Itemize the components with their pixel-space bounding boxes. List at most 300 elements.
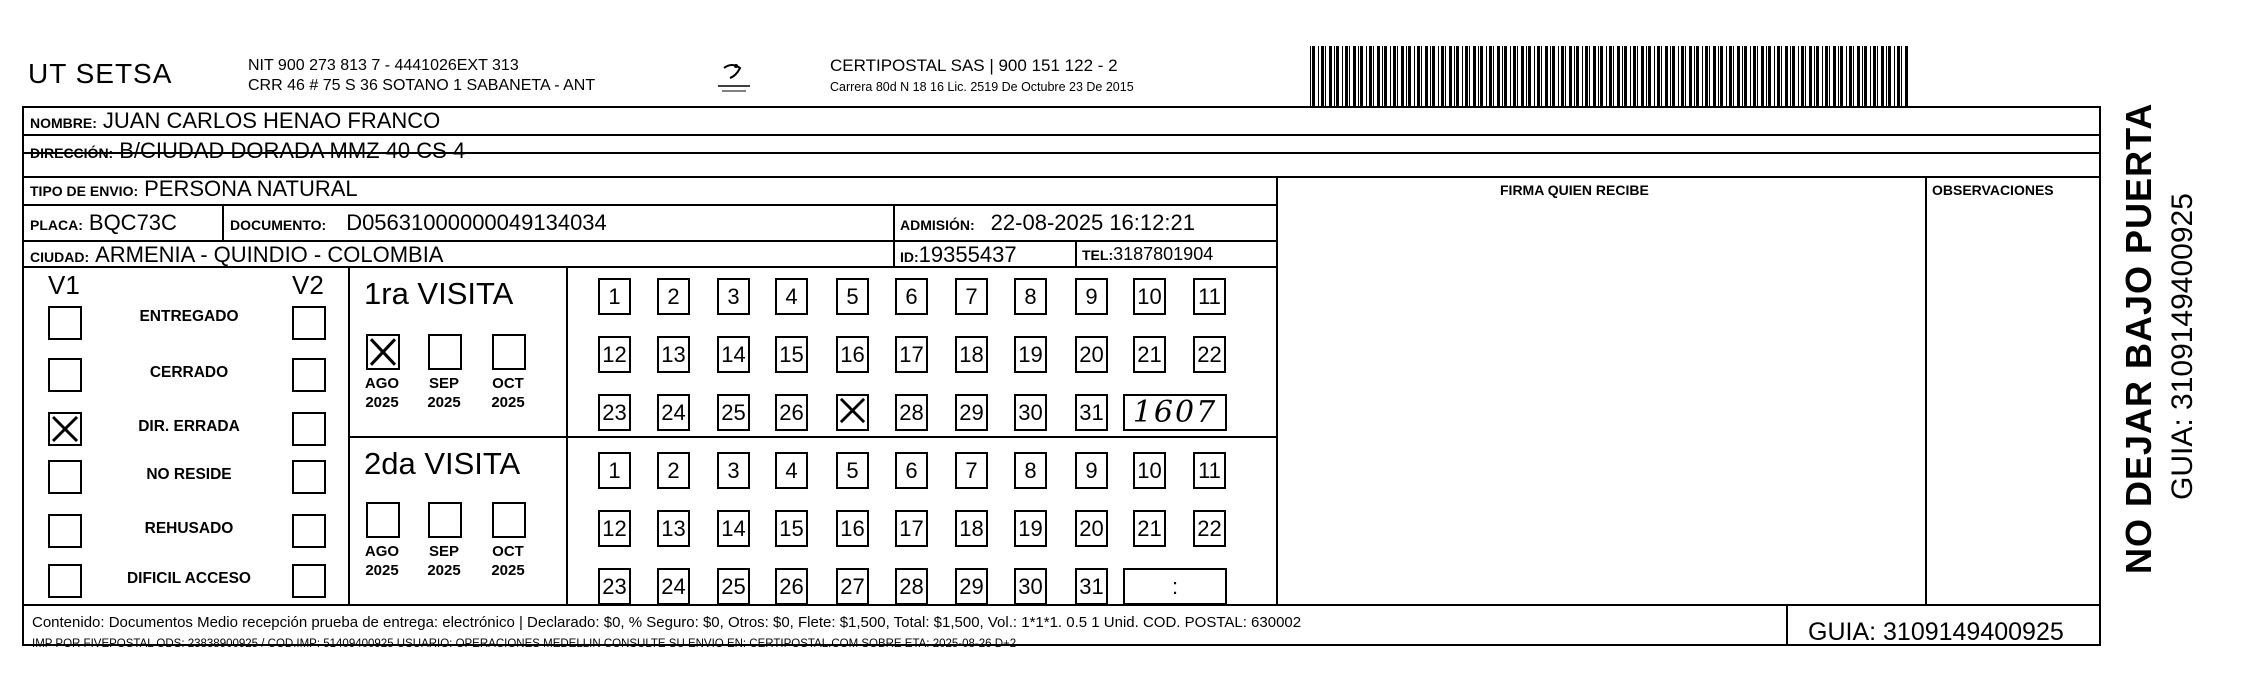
visit1-day-box[interactable]: 22 (1193, 336, 1226, 373)
barcode-bar (1737, 46, 1740, 106)
visit2-day-box[interactable]: 4 (775, 452, 808, 489)
observaciones-header: OBSERVACIONES (1932, 182, 2054, 198)
barcode-bar (1661, 46, 1662, 106)
barcode-bar (1321, 46, 1324, 106)
barcode-bar (1742, 46, 1743, 106)
id-value: 19355437 (918, 242, 1017, 267)
tel-cell: TEL:3187801904 (1082, 244, 1214, 264)
barcode-bar (1705, 46, 1708, 106)
barcode-bar (1421, 46, 1422, 106)
barcode-bar (1729, 46, 1732, 106)
barcode-bar (1441, 46, 1444, 106)
barcode-bar (1480, 46, 1483, 106)
v2-header: V2 (292, 270, 324, 300)
barcode-bar (1600, 46, 1603, 106)
visit2-day-box[interactable]: 29 (955, 568, 988, 605)
visit1-day-box[interactable]: 20 (1075, 336, 1108, 373)
ciudad-cell: CIUDAD: ARMENIA - QUINDIO - COLOMBIA (30, 242, 444, 267)
v2-checkbox[interactable] (292, 358, 326, 392)
barcode-bar (1502, 46, 1503, 106)
barcode-bar (1366, 46, 1367, 106)
barcode-bar (1545, 46, 1548, 106)
id-cell: ID:19355437 (900, 242, 1017, 267)
month-year: 2025 (365, 562, 399, 579)
barcode-bar (1432, 46, 1435, 106)
visit2-day-box[interactable]: 30 (1014, 568, 1047, 605)
barcode (1310, 46, 1915, 106)
visit1-day-box[interactable]: 24 (657, 394, 690, 431)
visit1-day-box[interactable]: 15 (775, 336, 808, 373)
barcode-bar (1825, 46, 1828, 106)
visit1-day-box[interactable]: 9 (1075, 278, 1108, 315)
barcode-bar (1353, 46, 1356, 106)
visit2-day-box[interactable]: 22 (1193, 510, 1226, 547)
barcode-bar (1582, 46, 1583, 106)
barcode-bar (1613, 46, 1614, 106)
barcode-bar (1473, 46, 1476, 106)
barcode-bar (1589, 46, 1590, 106)
visit1-day-box[interactable]: 21 (1133, 336, 1166, 373)
barcode-bar (1489, 46, 1492, 106)
barcode-bar (1694, 46, 1695, 106)
visit2-month-label (424, 542, 464, 580)
barcode-bar (1417, 46, 1420, 106)
barcode-bar (1753, 46, 1756, 106)
barcode-bar (1585, 46, 1588, 106)
v2-checkbox[interactable] (292, 412, 326, 446)
reason-label: DIR. ERRADA (138, 418, 240, 435)
guia-number: GUIA: 3109149400925 (1808, 618, 2064, 646)
barcode-bar (1849, 46, 1852, 106)
barcode-bar (1648, 46, 1651, 106)
visit1-month-checkbox[interactable] (366, 334, 400, 370)
visit2-day-box[interactable]: 21 (1133, 510, 1166, 547)
month-year: 2025 (427, 394, 461, 411)
visit1-day-box[interactable] (836, 394, 869, 431)
barcode-bar (1637, 46, 1638, 106)
visit1-day-box[interactable]: 17 (895, 336, 928, 373)
visit1-day-box[interactable]: 26 (775, 394, 808, 431)
visit2-day-box[interactable]: 28 (895, 568, 928, 605)
barcode-bar (1561, 46, 1564, 106)
reason-label: NO RESIDE (146, 466, 232, 483)
visit1-day-box[interactable]: 12 (598, 336, 631, 373)
barcode-bar (1624, 46, 1627, 106)
visit1-time-box[interactable]: 1607 (1123, 394, 1227, 431)
visit2-day-box[interactable]: 27 (836, 568, 869, 605)
barcode-bar (1853, 46, 1854, 106)
barcode-bar (1757, 46, 1758, 106)
visit2-day-box[interactable]: 17 (895, 510, 928, 547)
nit-line: NIT 900 273 813 7 - 4441026EXT 313 (248, 57, 519, 74)
barcode-bar (1689, 46, 1692, 106)
admision-cell: ADMISIÓN: 22-08-2025 16:12:21 (900, 210, 1195, 235)
barcode-bar (1493, 46, 1494, 106)
barcode-bar (1665, 46, 1668, 106)
visit1-day-box[interactable]: 30 (1014, 394, 1047, 431)
barcode-bar (1310, 46, 1311, 106)
row-divider (22, 134, 2101, 136)
barcode-bar (1565, 46, 1566, 106)
barcode-bar (1792, 46, 1795, 106)
barcode-bar (1574, 46, 1575, 106)
barcode-bar (1654, 46, 1655, 106)
barcode-bar (1617, 46, 1620, 106)
certipostal-logo-icon (706, 58, 762, 98)
admision-value: 22-08-2025 16:12:21 (990, 210, 1195, 235)
barcode-bar (1534, 46, 1535, 106)
barcode-bar (1768, 46, 1771, 106)
footer-divider (22, 604, 2101, 606)
barcode-bar (1709, 46, 1710, 106)
v2-checkbox[interactable] (292, 460, 326, 494)
barcode-bar (1318, 46, 1319, 106)
barcode-bar (1646, 46, 1647, 106)
month-name: AGO (364, 375, 400, 392)
visit1-day-box[interactable]: 7 (955, 278, 988, 315)
visit1-day-box[interactable]: 28 (895, 394, 928, 431)
barcode-bar (1801, 46, 1804, 106)
barcode-bar (1901, 46, 1902, 106)
barcode-bar (1401, 46, 1404, 106)
side-guia-number: GUIA: 3109149400925 (2166, 193, 2199, 500)
barcode-bar (1342, 46, 1343, 106)
reason-label: CERRADO (149, 364, 229, 381)
barcode-bar (1393, 46, 1396, 106)
company-name: UT SETSA (28, 58, 173, 89)
barcode-bar (1521, 46, 1524, 106)
barcode-bar (1469, 46, 1470, 106)
barcode-bar (1744, 46, 1747, 106)
visit1-month-checkbox[interactable] (428, 334, 462, 370)
reason-label: DIFICIL ACCESO (126, 570, 251, 587)
visit1-title: 1ra VISITA (364, 276, 514, 311)
barcode-bar (1840, 46, 1843, 106)
barcode-bar (1905, 46, 1908, 106)
v1-checkbox[interactable] (48, 564, 82, 598)
visit2-day-box[interactable]: 9 (1075, 452, 1108, 489)
barcode-bar (1334, 46, 1335, 106)
visit2-month-checkbox[interactable] (492, 502, 526, 538)
visit2-day-box[interactable]: 2 (657, 452, 690, 489)
placa-value: BQC73C (88, 210, 177, 235)
barcode-bar (1657, 46, 1660, 106)
month-name: SEP (428, 543, 459, 560)
barcode-bar (1798, 46, 1799, 106)
barcode-bar (1702, 46, 1703, 106)
barcode-bar (1641, 46, 1644, 106)
visit1-day-box[interactable]: 4 (775, 278, 808, 315)
barcode-bar (1846, 46, 1847, 106)
barcode-bar (1449, 46, 1452, 106)
barcode-bar (1678, 46, 1679, 106)
barcode-bar (1454, 46, 1455, 106)
barcode-bar (1630, 46, 1631, 106)
barcode-bar (1761, 46, 1764, 106)
barcode-bar (1325, 46, 1326, 106)
barcode-bar (1774, 46, 1775, 106)
visit2-day-box[interactable]: 18 (955, 510, 988, 547)
barcode-bar (1486, 46, 1487, 106)
v1-header: V1 (48, 270, 80, 300)
visit2-day-box[interactable]: 19 (1014, 510, 1047, 547)
company-info (248, 56, 595, 96)
barcode-bar (1785, 46, 1788, 106)
barcode-bar (1528, 46, 1531, 106)
print-line: IMP POR FIVEPOSTAL ODS: 23838900925 / COD.IMP: 51409400925 USUARIO: OPERACIONES MEDELLIN CONSULTE SU ENVIO EN: CERTIPOSTAL.COM SOBRE ETA: 2025-08-26 D+2 (32, 638, 1017, 650)
barcode-bar (1726, 46, 1727, 106)
visit1-day-box[interactable]: 11 (1193, 278, 1226, 315)
barcode-bar (1550, 46, 1551, 106)
visit2-day-box[interactable]: 13 (657, 510, 690, 547)
nombre-row: NOMBRE: JUAN CARLOS HENAO FRANCO (30, 108, 441, 133)
address-line: CRR 46 # 75 S 36 SOTANO 1 SABANETA - ANT (248, 77, 596, 94)
visit1-day-box[interactable]: 1 (598, 278, 631, 315)
barcode-bar (1369, 46, 1372, 106)
visit1-day-box[interactable]: 13 (657, 336, 690, 373)
v2-checkbox[interactable] (292, 564, 326, 598)
v1-checkbox[interactable] (48, 306, 82, 340)
firma-header: FIRMA QUIEN RECIBE (1500, 182, 1649, 198)
barcode-bar (1822, 46, 1823, 106)
content-line: Contenido: Documentos Medio recepción prueba de entrega: electrónico | Declarado: $0, % Seguro: $0, Otros: $0, Flete: $1,500, Total: $1,500, Vol.: 1*1*1. 0.5 1 Unid. COD. POSTAL: 630002 (32, 614, 1302, 631)
col-divider (893, 204, 895, 266)
visit2-day-box[interactable]: 10 (1133, 452, 1166, 489)
visit1-day-box[interactable]: 25 (717, 394, 750, 431)
month-name: OCT (492, 375, 524, 392)
barcode-bar (1438, 46, 1439, 106)
ciudad-value: ARMENIA - QUINDIO - COLOMBIA (95, 242, 444, 267)
month-name: OCT (492, 543, 524, 560)
month-year: 2025 (365, 394, 399, 411)
visit1-day-box[interactable]: 6 (895, 278, 928, 315)
tel-value: 3187801904 (1113, 244, 1214, 264)
barcode-bar (1609, 46, 1612, 106)
barcode-bar (1886, 46, 1887, 106)
barcode-bar (1598, 46, 1599, 106)
col-divider (222, 204, 224, 240)
barcode-bar (1881, 46, 1884, 106)
visit2-day-box[interactable]: 15 (775, 510, 808, 547)
barcode-bar (1857, 46, 1860, 106)
tipo-value: PERSONA NATURAL (144, 176, 358, 201)
visit2-time-box[interactable]: : (1123, 568, 1227, 605)
visit2-day-box[interactable]: 3 (717, 452, 750, 489)
visit2-day-box[interactable]: 31 (1075, 568, 1108, 605)
placa-cell: PLACA: BQC73C (30, 210, 177, 235)
barcode-bar (1873, 46, 1876, 106)
visit2-month-label (488, 542, 528, 580)
barcode-bar (1552, 46, 1555, 106)
barcode-bar (1606, 46, 1607, 106)
barcode-bar (1513, 46, 1516, 106)
barcode-bar (1862, 46, 1863, 106)
barcode-bar (1497, 46, 1500, 106)
visit2-day-box[interactable]: 26 (775, 568, 808, 605)
month-name: AGO (364, 543, 400, 560)
visit1-month-checkbox[interactable] (492, 334, 526, 370)
reason-label: ENTREGADO (139, 308, 239, 325)
barcode-bar (1345, 46, 1348, 106)
barcode-bar (1336, 46, 1339, 106)
visit1-day-box[interactable]: 2 (657, 278, 690, 315)
direccion-value: B/CIUDAD DORADA MMZ 40 CS 4 (119, 138, 466, 163)
col-divider (1925, 176, 1927, 604)
barcode-bar (1864, 46, 1867, 106)
barcode-bar (1816, 46, 1819, 106)
barcode-bar (1408, 46, 1411, 106)
month-year: 2025 (427, 562, 461, 579)
barcode-bar (1733, 46, 1734, 106)
barcode-bar (1576, 46, 1579, 106)
barcode-bar (1888, 46, 1891, 106)
barcode-bar (1541, 46, 1542, 106)
visit1-day-box[interactable]: 29 (955, 394, 988, 431)
visit1-day-box[interactable]: 3 (717, 278, 750, 315)
barcode-bar (1414, 46, 1415, 106)
col-divider (1075, 240, 1077, 266)
visit1-day-box[interactable]: 16 (836, 336, 869, 373)
visit1-day-box[interactable]: 8 (1014, 278, 1047, 315)
v1-checkbox[interactable] (48, 412, 82, 446)
barcode-bar (1406, 46, 1407, 106)
row-divider (22, 204, 1277, 206)
month-name: SEP (428, 375, 459, 392)
certipostal-line-2: Carrera 80d N 18 16 Lic. 2519 De Octubre 23 De 2015 (830, 80, 1134, 94)
visit2-day-box[interactable]: 14 (717, 510, 750, 547)
col-divider (566, 266, 568, 604)
v1-checkbox[interactable] (48, 514, 82, 548)
barcode-bar (1390, 46, 1391, 106)
barcode-bar (1456, 46, 1459, 106)
barcode-bar (1526, 46, 1527, 106)
visit2-month-checkbox[interactable] (366, 502, 400, 538)
barcode-bar (1537, 46, 1540, 106)
v1-checkbox[interactable] (48, 460, 82, 494)
visit1-day-box[interactable]: 23 (598, 394, 631, 431)
visit1-month-label (488, 374, 528, 412)
visit2-month-checkbox[interactable] (428, 502, 462, 538)
barcode-bar (1373, 46, 1374, 106)
nombre-value: JUAN CARLOS HENAO FRANCO (102, 108, 441, 133)
barcode-bar (1809, 46, 1812, 106)
barcode-bar (1696, 46, 1699, 106)
barcode-bar (1397, 46, 1398, 106)
visit2-day-box[interactable]: 11 (1193, 452, 1226, 489)
visit2-title: 2da VISITA (364, 446, 521, 481)
visit2-day-box[interactable]: 16 (836, 510, 869, 547)
visit2-day-box[interactable]: 5 (836, 452, 869, 489)
visit2-day-box[interactable]: 20 (1075, 510, 1108, 547)
visit1-day-box[interactable]: 31 (1075, 394, 1108, 431)
barcode-bar (1425, 46, 1428, 106)
barcode-bar (1870, 46, 1871, 106)
col-divider (348, 266, 350, 604)
month-year: 2025 (491, 394, 525, 411)
barcode-bar (1329, 46, 1332, 106)
barcode-bar (1838, 46, 1839, 106)
barcode-bar (1558, 46, 1559, 106)
barcode-bar (1720, 46, 1723, 106)
reason-label: REHUSADO (144, 520, 234, 537)
documento-value: D05631000000049134034 (346, 210, 607, 235)
barcode-bar (1713, 46, 1716, 106)
barcode-bar (1445, 46, 1446, 106)
barcode-bar (1517, 46, 1518, 106)
visit1-day-box[interactable]: 10 (1133, 278, 1166, 315)
barcode-bar (1377, 46, 1380, 106)
barcode-bar (1897, 46, 1900, 106)
barcode-bar (1777, 46, 1780, 106)
barcode-bar (1790, 46, 1791, 106)
barcode-bar (1510, 46, 1511, 106)
visit1-day-box[interactable]: 19 (1014, 336, 1047, 373)
certipostal-line-1: CERTIPOSTAL SAS | 900 151 122 - 2 (830, 56, 1118, 75)
barcode-bar (1504, 46, 1507, 106)
documento-cell: DOCUMENTO: D05631000000049134034 (230, 210, 607, 235)
barcode-bar (1681, 46, 1684, 106)
visit2-day-box[interactable]: 25 (717, 568, 750, 605)
barcode-bar (1672, 46, 1675, 106)
barcode-bar (1833, 46, 1836, 106)
barcode-bar (1670, 46, 1671, 106)
barcode-bar (1360, 46, 1363, 106)
visit2-day-box[interactable]: 6 (895, 452, 928, 489)
visit1-day-box[interactable]: 14 (717, 336, 750, 373)
visit2-day-box[interactable]: 1 (598, 452, 631, 489)
direccion-row: DIRECCIÓN: B/CIUDAD DORADA MMZ 40 CS 4 (30, 138, 466, 163)
visit2-month-label (362, 542, 402, 580)
barcode-bar (1718, 46, 1719, 106)
barcode-bar (1750, 46, 1751, 106)
v2-checkbox[interactable] (292, 306, 326, 340)
visit1-month-label (424, 374, 464, 412)
visit2-day-box[interactable]: 12 (598, 510, 631, 547)
barcode-bar (1593, 46, 1596, 106)
barcode-bar (1358, 46, 1359, 106)
visit2-day-box[interactable]: 23 (598, 568, 631, 605)
visit1-day-box[interactable]: 5 (836, 278, 869, 315)
barcode-bar (1478, 46, 1479, 106)
barcode-bar (1829, 46, 1830, 106)
no-dejar-warning: NO DEJAR BAJO PUERTA (2118, 102, 2159, 574)
barcode-bar (1894, 46, 1895, 106)
barcode-bar (1465, 46, 1468, 106)
barcode-bar (1312, 46, 1315, 106)
barcode-bar (1384, 46, 1387, 106)
v1-checkbox[interactable] (48, 358, 82, 392)
visit1-month-label (362, 374, 402, 412)
tipo-row: TIPO DE ENVIO: PERSONA NATURAL (30, 176, 358, 201)
v2-checkbox[interactable] (292, 514, 326, 548)
visit2-day-box[interactable]: 8 (1014, 452, 1047, 489)
barcode-bar (1877, 46, 1878, 106)
col-divider (1276, 176, 1278, 604)
barcode-bar (1781, 46, 1782, 106)
barcode-bar (1766, 46, 1767, 106)
visit2-day-box[interactable]: 24 (657, 568, 690, 605)
month-year: 2025 (491, 562, 525, 579)
barcode-bar (1569, 46, 1572, 106)
visit1-day-box[interactable]: 18 (955, 336, 988, 373)
col-divider (1786, 604, 1788, 646)
barcode-bar (1462, 46, 1463, 106)
visit2-day-box[interactable]: 7 (955, 452, 988, 489)
barcode-bar (1382, 46, 1383, 106)
barcode-bar (1685, 46, 1686, 106)
barcode-bar (1349, 46, 1350, 106)
barcode-bar (1622, 46, 1623, 106)
